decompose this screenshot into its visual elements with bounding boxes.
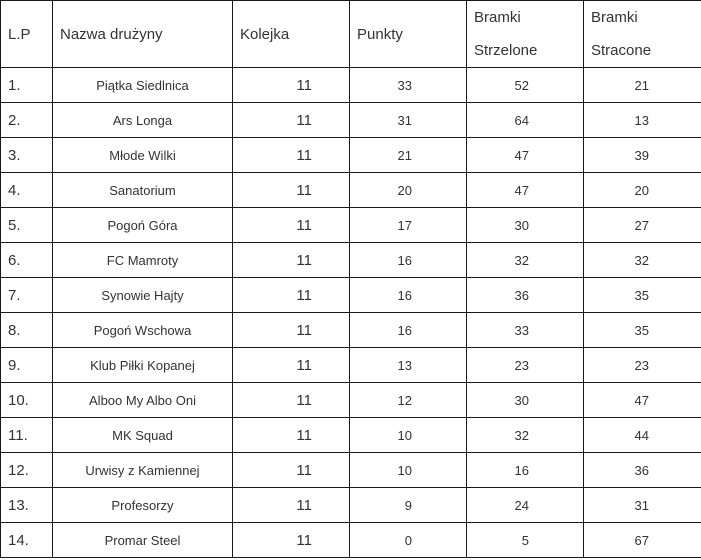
cell-team-name: Ars Longa — [53, 103, 233, 138]
cell-round: 11 — [233, 103, 350, 138]
cell-goals-for: 52 — [467, 68, 584, 103]
cell-lp: 4. — [1, 173, 53, 208]
cell-points: 9 — [350, 488, 467, 523]
cell-lp: 9. — [1, 348, 53, 383]
cell-points: 12 — [350, 383, 467, 418]
cell-goals-for: 33 — [467, 313, 584, 348]
table-row — [1, 523, 701, 558]
cell-round: 11 — [233, 208, 350, 243]
cell-points: 21 — [350, 138, 467, 173]
header-goals-against-line1: Bramki — [591, 9, 638, 26]
table-row — [1, 278, 701, 313]
table-row — [1, 208, 701, 243]
header-row — [1, 1, 701, 68]
cell-lp: 14. — [1, 523, 53, 558]
cell-points: 13 — [350, 348, 467, 383]
cell-goals-against: 23 — [584, 348, 701, 383]
cell-round: 11 — [233, 243, 350, 278]
cell-team-name: Klub Piłki Kopanej — [53, 348, 233, 383]
cell-team-name: Alboo My Albo Oni — [53, 383, 233, 418]
cell-goals-for: 36 — [467, 278, 584, 313]
cell-points: 33 — [350, 68, 467, 103]
cell-goals-for: 23 — [467, 348, 584, 383]
cell-points: 20 — [350, 173, 467, 208]
cell-lp: 12. — [1, 453, 53, 488]
cell-round: 11 — [233, 453, 350, 488]
cell-team-name: Sanatorium — [53, 173, 233, 208]
table-row — [1, 453, 701, 488]
cell-lp: 10. — [1, 383, 53, 418]
cell-round: 11 — [233, 523, 350, 558]
cell-points: 17 — [350, 208, 467, 243]
cell-points: 10 — [350, 453, 467, 488]
cell-goals-for: 47 — [467, 173, 584, 208]
table-row — [1, 313, 701, 348]
cell-team-name: Synowie Hajty — [53, 278, 233, 313]
cell-team-name: Profesorzy — [53, 488, 233, 523]
cell-goals-for: 16 — [467, 453, 584, 488]
cell-goals-against: 20 — [584, 173, 701, 208]
cell-lp: 7. — [1, 278, 53, 313]
cell-lp: 3. — [1, 138, 53, 173]
table-row — [1, 243, 701, 278]
header-team-name: Nazwa drużyny — [53, 1, 233, 68]
header-round: Kolejka — [233, 1, 350, 68]
cell-goals-against: 39 — [584, 138, 701, 173]
cell-goals-for: 32 — [467, 418, 584, 453]
cell-lp: 6. — [1, 243, 53, 278]
cell-lp: 11. — [1, 418, 53, 453]
cell-lp: 2. — [1, 103, 53, 138]
header-goals-against — [584, 1, 701, 68]
cell-points: 0 — [350, 523, 467, 558]
cell-goals-for: 24 — [467, 488, 584, 523]
cell-goals-against: 35 — [584, 278, 701, 313]
cell-goals-against: 32 — [584, 243, 701, 278]
header-goals-for-line2: Strzelone — [474, 42, 538, 59]
cell-team-name: Pogoń Góra — [53, 208, 233, 243]
cell-goals-against: 35 — [584, 313, 701, 348]
cell-goals-for: 30 — [467, 383, 584, 418]
cell-goals-for: 5 — [467, 523, 584, 558]
cell-lp: 8. — [1, 313, 53, 348]
cell-points: 16 — [350, 313, 467, 348]
table-row — [1, 488, 701, 523]
cell-goals-for: 32 — [467, 243, 584, 278]
cell-goals-against: 21 — [584, 68, 701, 103]
league-table-header — [1, 1, 701, 68]
cell-team-name: MK Squad — [53, 418, 233, 453]
table-row — [1, 383, 701, 418]
cell-points: 16 — [350, 278, 467, 313]
cell-goals-against: 47 — [584, 383, 701, 418]
cell-round: 11 — [233, 173, 350, 208]
cell-goals-against: 36 — [584, 453, 701, 488]
table-row — [1, 348, 701, 383]
cell-points: 31 — [350, 103, 467, 138]
header-points: Punkty — [350, 1, 467, 68]
cell-round: 11 — [233, 138, 350, 173]
cell-goals-for: 64 — [467, 103, 584, 138]
cell-lp: 1. — [1, 68, 53, 103]
cell-team-name: Promar Steel — [53, 523, 233, 558]
cell-round: 11 — [233, 278, 350, 313]
cell-goals-against: 44 — [584, 418, 701, 453]
cell-goals-against: 31 — [584, 488, 701, 523]
cell-points: 16 — [350, 243, 467, 278]
cell-team-name: FC Mamroty — [53, 243, 233, 278]
table-row — [1, 173, 701, 208]
cell-round: 11 — [233, 383, 350, 418]
header-goals-for-line1: Bramki — [474, 9, 521, 26]
cell-round: 11 — [233, 68, 350, 103]
cell-round: 11 — [233, 418, 350, 453]
cell-goals-against: 67 — [584, 523, 701, 558]
cell-goals-against: 27 — [584, 208, 701, 243]
league-table-body — [1, 68, 701, 558]
cell-team-name: Młode Wilki — [53, 138, 233, 173]
cell-round: 11 — [233, 348, 350, 383]
cell-lp: 5. — [1, 208, 53, 243]
table-row — [1, 418, 701, 453]
cell-team-name: Pogoń Wschowa — [53, 313, 233, 348]
table-row — [1, 103, 701, 138]
cell-round: 11 — [233, 313, 350, 348]
cell-goals-for: 30 — [467, 208, 584, 243]
header-lp: L.P — [1, 1, 53, 68]
header-goals-for — [467, 1, 584, 68]
header-goals-against-line2: Stracone — [591, 42, 652, 59]
table-row — [1, 68, 701, 103]
cell-team-name: Piątka Siedlnica — [53, 68, 233, 103]
cell-round: 11 — [233, 488, 350, 523]
cell-goals-against: 13 — [584, 103, 701, 138]
cell-lp: 13. — [1, 488, 53, 523]
cell-team-name: Urwisy z Kamiennej — [53, 453, 233, 488]
cell-points: 10 — [350, 418, 467, 453]
cell-goals-for: 47 — [467, 138, 584, 173]
table-row — [1, 138, 701, 173]
